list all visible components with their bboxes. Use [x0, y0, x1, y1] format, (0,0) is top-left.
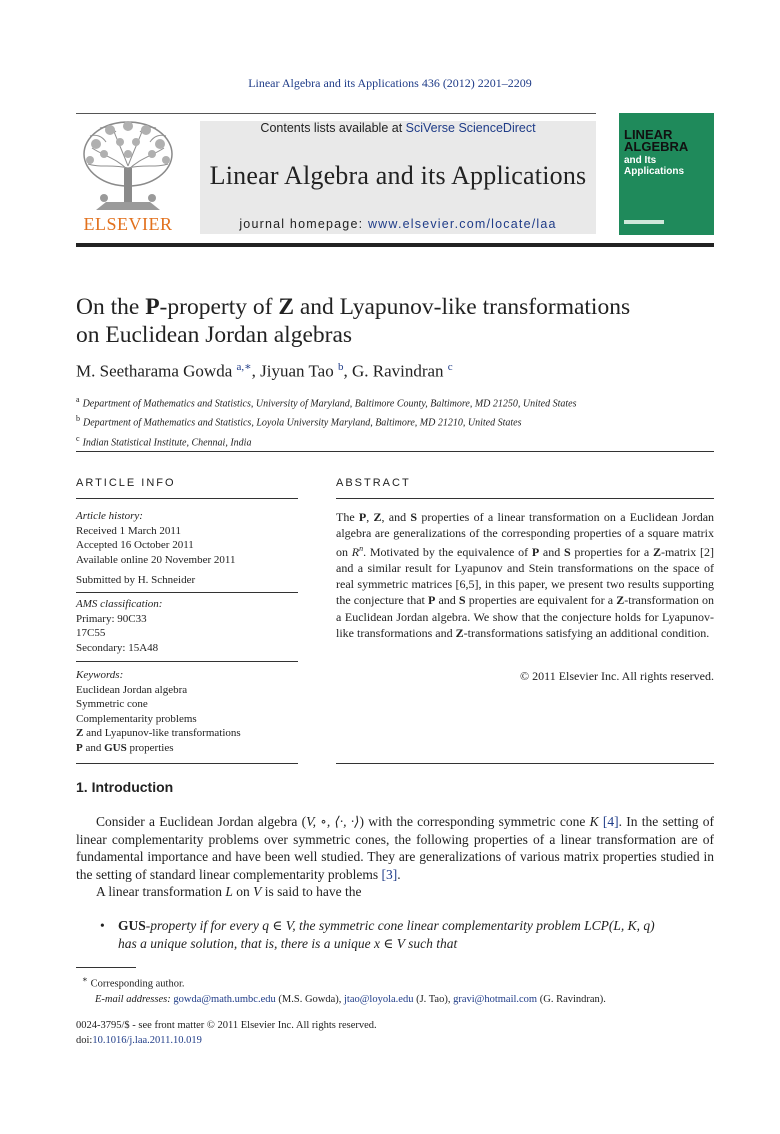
- affiliation-mark: b: [76, 414, 80, 424]
- received-date: Received 1 March 2011: [76, 524, 181, 537]
- affiliation-item: [76, 431, 577, 450]
- article-info-bottom-rule: [76, 763, 298, 764]
- ams-label: AMS classification:: [76, 598, 163, 610]
- title-line-1: [76, 293, 726, 321]
- ams-secondary-code: 17C55: [76, 627, 106, 639]
- author-separator: ,: [343, 361, 352, 381]
- bullet-line: -property if for every q ∈ V, the symmetric cone linear complementarity problem LCP(L, K, q): [145, 918, 655, 933]
- article-info-rule: [76, 498, 298, 499]
- bullet-line: has a unique solution, that is, there is a unique x ∈ V such that: [118, 935, 458, 951]
- affiliation-item: [76, 411, 577, 430]
- header-top-rule: [76, 113, 596, 114]
- homepage-prefix: journal homepage:: [239, 217, 368, 231]
- abstract-bottom-rule: [336, 763, 714, 764]
- journal-homepage: [200, 217, 596, 231]
- elsevier-wordmark: ELSEVIER: [83, 214, 173, 234]
- title-text: On the: [76, 294, 146, 320]
- header-bottom-rule: [76, 243, 714, 247]
- keyword-bold: P: [76, 741, 83, 754]
- history-label: Article history:: [76, 510, 143, 522]
- author-name: M. Seetharama Gowda: [76, 361, 233, 381]
- email-link[interactable]: gravi@hotmail.com: [453, 993, 538, 1005]
- ams-secondary: Secondary: 15A48: [76, 641, 159, 654]
- cover-subtitle-line2: Applications: [624, 166, 685, 177]
- keyword-text: properties: [126, 741, 174, 754]
- ams-classification: [76, 597, 298, 655]
- cover-title-line2: ALGEBRA: [624, 139, 689, 154]
- keyword-bold: GUS: [104, 741, 127, 754]
- front-matter-info: [76, 1018, 377, 1048]
- keyword: [76, 726, 298, 741]
- info-divider: [76, 661, 298, 662]
- journal-cover-thumbnail[interactable]: [619, 113, 714, 235]
- footnote-text: Corresponding author.: [90, 978, 185, 990]
- doi-link[interactable]: 10.1016/j.laa.2011.10.019: [92, 1035, 202, 1046]
- title-text: and Lyapunov-like transformations: [294, 294, 631, 320]
- affiliation-list: [76, 392, 577, 450]
- abstract-body: The P, Z, and S properties of a linear transformation on a Euclidean Jordan algebra are generalizations of the corresponding properties of a square matrix on $R^n$. Motivated by the equivalence of P and S properties for a Z-matrix [2] and a similar result for Lyapunov and Stein transformations on the space of real symmetric matrices [6,5], in this paper, we present two results supporting the conjecture that P and S properties are equivalent for a Z-transformation on a Euclidean Jordan algebra. We show that the conjecture holds for Lyapunov-like transformations and Z-transformations satisfying an additional condition.: [336, 510, 715, 640]
- cover-title: [624, 129, 688, 153]
- author-affiliation-mark[interactable]: c: [447, 361, 453, 373]
- email-label: E-mail addresses:: [95, 993, 174, 1005]
- email-addresses: E-mail addresses: gowda@math.umbc.edu (M.S. Gowda), jtao@loyola.edu (J. Tao), gravi@hotmail.com (G. Ravindran).: [95, 993, 606, 1005]
- email-link[interactable]: gowda@math.umbc.edu: [173, 993, 276, 1005]
- ams-primary: Primary: 90C33: [76, 612, 147, 625]
- section-divider: [76, 451, 714, 452]
- citation-link[interactable]: [3]: [381, 866, 398, 882]
- section-heading-introduction: 1. Introduction: [76, 779, 174, 795]
- bullet-bold: GUS: [118, 918, 146, 933]
- contents-prefix: Contents lists available at: [260, 121, 406, 135]
- cover-subtitle: [624, 155, 684, 177]
- email-link[interactable]: jtao@loyola.edu: [344, 993, 414, 1005]
- affiliation-text: Department of Mathematics and Statistics, University of Maryland, Baltimore County, Baltimore, MD 21250, United States: [82, 398, 577, 410]
- intro-paragraph: Consider a Euclidean Jordan algebra (V, ∘, ⟨·, ·⟩) with the corresponding symmetric cone K [4]. In the setting of linear complementarity problems over symmetric cones, the following properties of a linear transformation are of fundamental importance and have been well studied. They are generalizations of various matrix properties studied in the setting of standard linear complementarity problems [3].: [76, 814, 715, 882]
- title-line-2: on Euclidean Jordan algebras: [76, 322, 353, 348]
- author-list: [76, 360, 453, 382]
- keywords-label: Keywords:: [76, 669, 124, 681]
- footnote-mark: ∗: [82, 974, 88, 984]
- author-separator: ,: [251, 361, 261, 381]
- affiliation-mark: a: [76, 395, 80, 404]
- issn-line: 0024-3795/$ - see front matter © 2011 Elsevier Inc. All rights reserved.: [76, 1020, 377, 1031]
- online-date: Available online 20 November 2011: [76, 553, 236, 566]
- affiliation-text: Department of Mathematics and Statistics, Loyola University Maryland, Baltimore, MD 21210, United States: [83, 417, 522, 429]
- cover-strip: [624, 220, 664, 224]
- title-text: -property of: [159, 294, 279, 320]
- cover-title-line1: LINEAR: [624, 127, 673, 142]
- keyword-bold: Z: [76, 727, 84, 739]
- article-history: [76, 509, 298, 567]
- info-divider: [76, 592, 298, 593]
- doi-label: doi:: [76, 1035, 93, 1046]
- title-bold-p: P: [145, 294, 160, 320]
- submitted-by: Submitted by H. Schneider: [76, 574, 196, 586]
- affiliation-text: Indian Statistical Institute, Chennai, India: [82, 436, 252, 448]
- definition-bullet: [100, 917, 714, 952]
- citation-link[interactable]: [4]: [602, 814, 619, 829]
- accepted-date: Accepted 16 October 2011: [76, 539, 194, 551]
- keyword-text: and Lyapunov-like transformations: [83, 727, 241, 739]
- introduction-body: [76, 813, 714, 901]
- author-affiliation-mark[interactable]: a,∗: [236, 361, 252, 373]
- journal-reference[interactable]: Linear Algebra and its Applications 436 (2012) 2201–2209: [248, 76, 532, 90]
- contents-line: [200, 121, 596, 135]
- footnotes: [82, 972, 606, 1007]
- keyword: Euclidean Jordan algebra: [76, 683, 188, 696]
- homepage-link[interactable]: www.elsevier.com/locate/laa: [367, 217, 557, 231]
- bullet-text: [118, 917, 714, 952]
- cover-subtitle-line1: and Its: [624, 155, 657, 166]
- author-affiliation-mark[interactable]: b: [337, 361, 344, 373]
- affiliation-item: [76, 392, 577, 411]
- corresponding-author-note: [82, 972, 606, 992]
- article-info-heading: ARTICLE INFO: [76, 477, 176, 489]
- paper-title: [76, 293, 726, 349]
- abstract-rule: [336, 498, 714, 499]
- doi-line: [76, 1033, 377, 1048]
- keyword: Symmetric cone: [76, 698, 148, 710]
- author-name: G. Ravindran: [351, 361, 444, 381]
- keyword: [76, 741, 298, 756]
- author-name: Jiyuan Tao: [260, 361, 334, 381]
- journal-title: Linear Algebra and its Applications: [209, 161, 587, 190]
- abstract-copyright: © 2011 Elsevier Inc. All rights reserved.: [520, 669, 714, 683]
- title-bold-z: Z: [278, 294, 294, 320]
- keyword-text: and: [82, 741, 105, 754]
- abstract-heading: ABSTRACT: [336, 477, 411, 489]
- intro-paragraph: A linear transformation L on V is said to have the: [96, 884, 362, 899]
- footnote-rule: [76, 967, 136, 968]
- keyword: Complementarity problems: [76, 712, 197, 725]
- bullet-icon: •: [100, 918, 105, 933]
- affiliation-mark: c: [76, 433, 80, 443]
- sciencedirect-link[interactable]: SciVerse ScienceDirect: [405, 121, 536, 135]
- keywords: [76, 668, 298, 755]
